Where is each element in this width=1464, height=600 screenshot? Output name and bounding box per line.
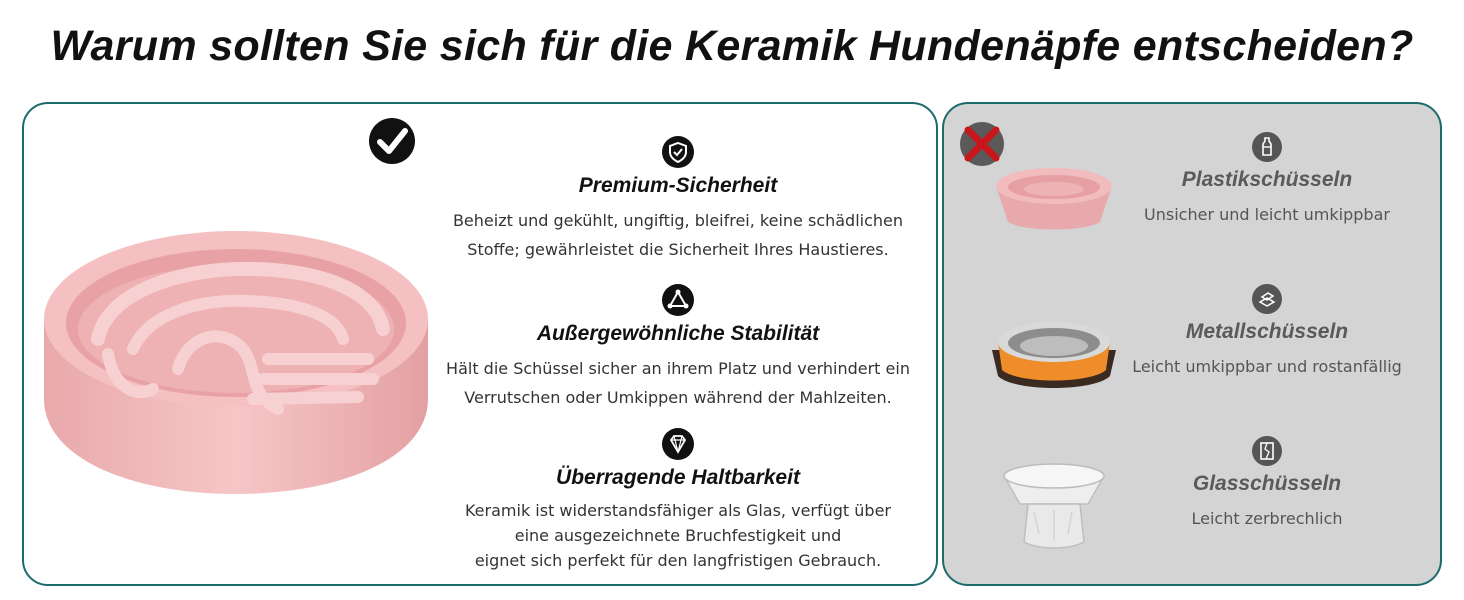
feature-text: Keramik ist widerstandsfähiger als Glas, verfügt über eine ausgezeichnete Bruchfestigkeit und eignet sich perfekt für den langfristigen Gebrauch. — [464, 501, 891, 570]
diamond-icon — [662, 428, 694, 460]
alternative-title: Plastikschüsseln — [1181, 168, 1353, 191]
broken-glass-icon — [1252, 436, 1282, 466]
triangle-nodes-icon — [662, 284, 694, 316]
plastic-bottle-icon — [1252, 132, 1282, 162]
pink-plastic-bowl — [984, 156, 1124, 252]
alternative-metall — [944, 284, 1444, 394]
alternative-plastik — [944, 132, 1444, 242]
alternative-title: Metallschüsseln — [1185, 320, 1349, 343]
feature-haltbarkeit — [428, 428, 928, 573]
feature-title: Premium-Sicherheit — [578, 174, 778, 197]
metal-bars-icon — [1252, 284, 1282, 314]
feature-title: Überragende Haltbarkeit — [556, 466, 800, 489]
stainless-steel-orange-bowl — [984, 306, 1124, 402]
shield-check-icon — [662, 136, 694, 168]
feature-title: Außergewöhnliche Stabilität — [536, 322, 820, 345]
page-headline: Warum sollten Sie sich für die Keramik Hundenäpfe entscheiden? — [50, 22, 1414, 70]
glass-raised-bowl — [984, 454, 1124, 556]
alternative-text: Leicht umkippbar und rostanfällig — [1132, 357, 1402, 376]
feature-text: Beheizt und gekühlt, ungiftig, bleifrei, keine schädlichen Stoffe; gewährleistet die Sicherheit Ihres Haustieres. — [452, 211, 904, 259]
alternatives-panel — [942, 102, 1442, 586]
alternative-glas — [944, 436, 1444, 556]
alternative-text: Unsicher und leicht umkippbar — [1144, 205, 1390, 224]
feature-text: Hält die Schüssel sicher an ihrem Platz und verhindert ein Verrutschen oder Umkippen während der Mahlzeiten. — [446, 359, 910, 407]
feature-stabilitaet — [428, 284, 928, 412]
feature-premium-sicherheit — [428, 136, 928, 264]
alternative-title: Glasschüsseln — [1192, 472, 1342, 495]
ceramic-benefits-panel — [22, 102, 938, 586]
check-circle-icon — [369, 118, 415, 164]
alternative-text: Leicht zerbrechlich — [1191, 509, 1343, 528]
pink-ceramic-slow-feeder-bowl — [38, 219, 433, 499]
